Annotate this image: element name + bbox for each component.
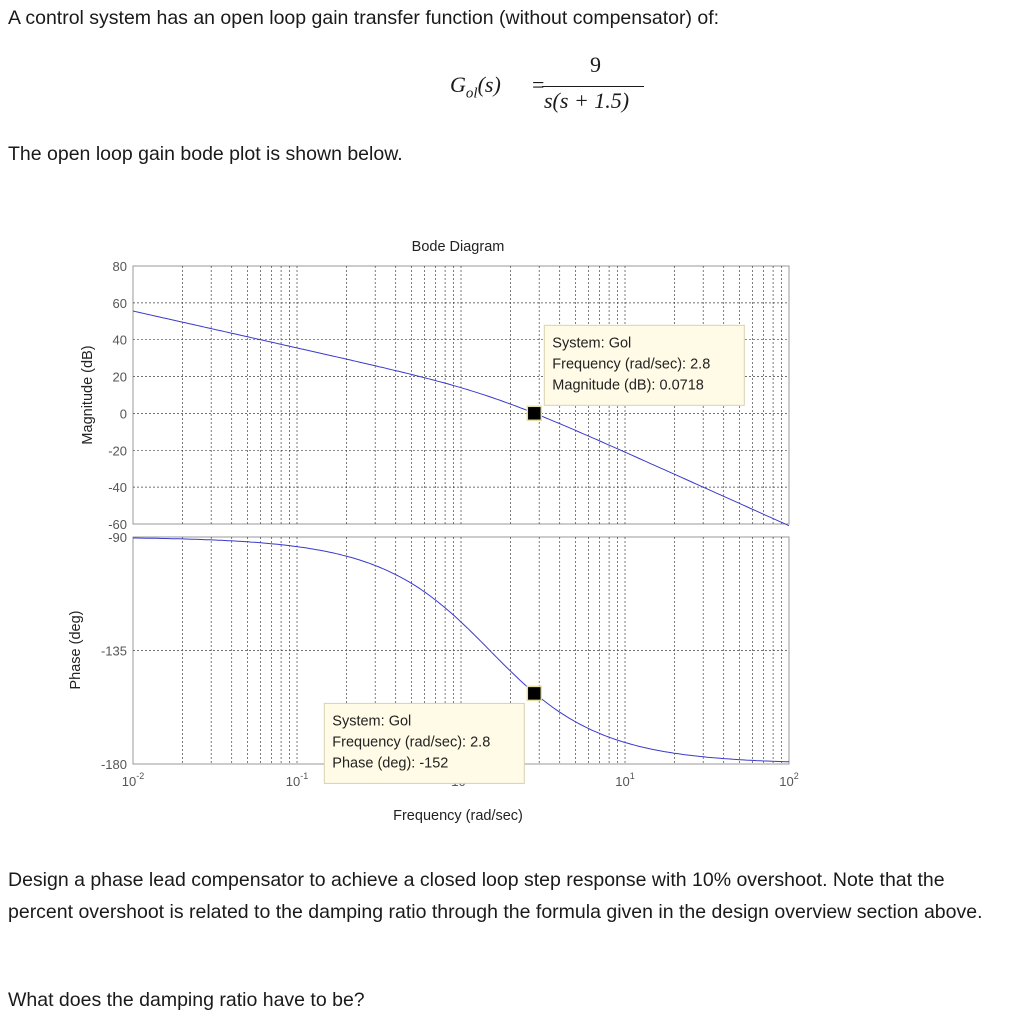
datatip-line: Frequency (rad/sec): 2.8 <box>332 734 491 751</box>
bode-diagram <box>40 225 820 837</box>
magnitude-y-tick-label: -60 <box>108 517 127 532</box>
equation-numerator: 9 <box>590 52 601 77</box>
equation-lhs <box>450 72 501 102</box>
x-tick-exponent: -1 <box>300 771 309 781</box>
phase-y-tick-label: -135 <box>100 643 127 659</box>
magnitude-y-tick-label: -20 <box>108 443 127 459</box>
magnitude-y-tick-label: -40 <box>108 480 127 496</box>
datatip-line: System: Gol <box>332 713 412 730</box>
magnitude-y-tick-label: 80 <box>112 259 127 274</box>
bode-caption: The open loop gain bode plot is shown below. <box>8 143 403 165</box>
datatip-marker[interactable] <box>527 686 541 700</box>
equation-lhs-arg: (s) <box>477 72 501 97</box>
x-tick-label: $10^{-2}$ <box>121 771 145 789</box>
x-tick-exponent: 2 <box>793 771 799 781</box>
datatip-line: System: Gol <box>552 335 632 352</box>
design-instructions: Design a phase lead compensator to achieve a closed loop step response with 10% overshoot. Note that the percent overshoot is related to the damping ratio through the formula given in the design overview section above. <box>8 869 983 923</box>
fraction-bar <box>542 86 644 87</box>
magnitude-y-tick-label: 40 <box>112 332 127 348</box>
x-axis-label: Frequency (rad/sec) <box>393 808 523 824</box>
equation-lhs-subscript: ol <box>465 85 478 102</box>
x-tick-exponent: 1 <box>629 771 635 781</box>
equation-lhs-symbol: G <box>450 72 466 97</box>
x-tick-label: $10^{-1}$ <box>285 771 309 789</box>
x-tick-label: $10^1$ <box>615 771 635 789</box>
datatip-line: Phase (deg): -152 <box>332 755 449 772</box>
question-text: What does the damping ratio have to be? <box>8 989 365 1011</box>
datatip-line: Magnitude (dB): 0.0718 <box>552 377 704 394</box>
x-tick-exponent: -2 <box>136 771 145 781</box>
magnitude-y-tick-label: 0 <box>119 406 127 422</box>
magnitude-y-tick-label: 20 <box>112 369 127 385</box>
equation-denominator: s(s + 1.5) <box>544 88 630 113</box>
phase-y-tick-label: -90 <box>108 530 127 545</box>
datatip-marker[interactable] <box>527 406 541 420</box>
magnitude-axis-label: Magnitude (dB) <box>80 345 96 445</box>
transfer-function-equation <box>440 52 660 122</box>
phase-y-tick-label: -180 <box>100 757 127 772</box>
phase-axis-label: Phase (deg) <box>68 610 84 690</box>
x-tick-label: $10^2$ <box>779 771 799 789</box>
magnitude-y-tick-label: 60 <box>112 295 127 311</box>
intro-text: A control system has an open loop gain transfer function (without compensator) of: <box>8 7 720 29</box>
datatip-line: Frequency (rad/sec): 2.8 <box>552 356 711 373</box>
equation-equals: = <box>532 72 545 97</box>
chart-title: Bode Diagram <box>411 239 505 255</box>
